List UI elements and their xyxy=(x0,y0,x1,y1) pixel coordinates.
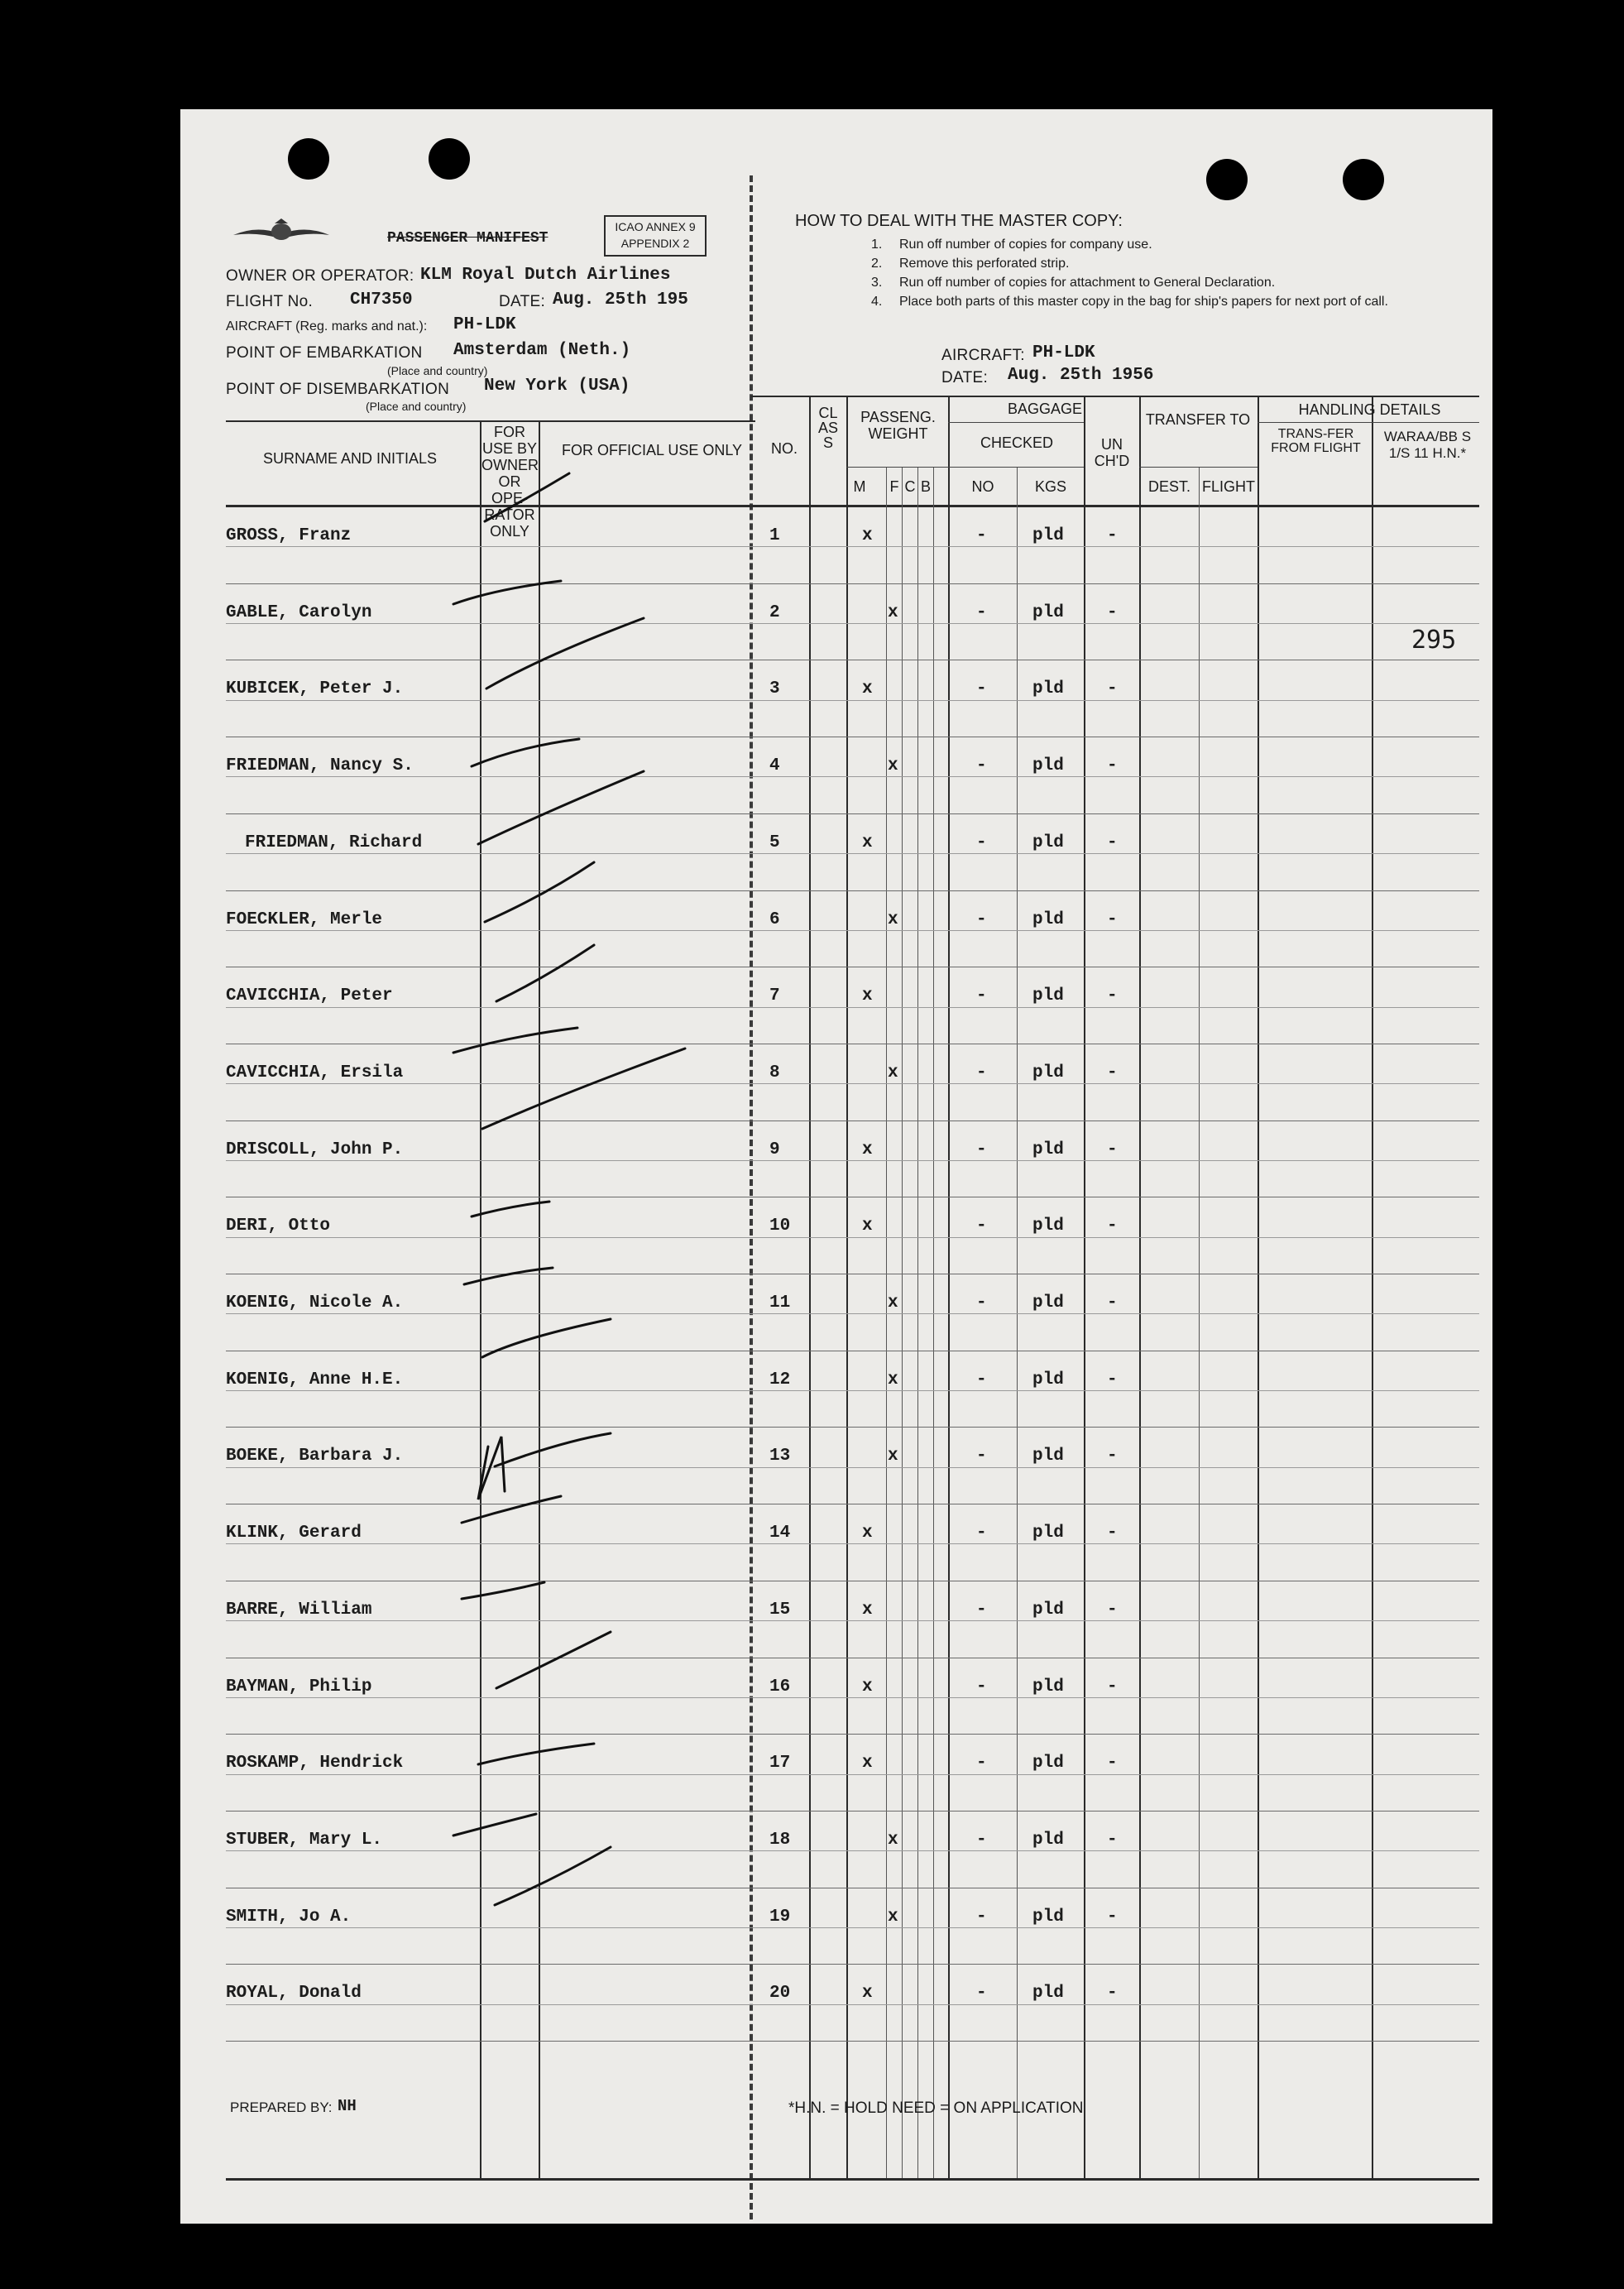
header-kgs: KGS xyxy=(1034,478,1066,495)
date-label: DATE: xyxy=(499,293,546,310)
passenger-name: SMITH, Jo A. xyxy=(226,1907,352,1927)
flight-label: FLIGHT No. xyxy=(226,293,314,310)
passenger-no: 16 xyxy=(769,1677,791,1696)
prepared-value: NH xyxy=(338,2097,357,2115)
passenger-name: CAVICCHIA, Ersila xyxy=(226,1063,404,1082)
baggage-unchd: - xyxy=(1107,833,1118,852)
passenger-name: BOEKE, Barbara J. xyxy=(226,1447,404,1466)
passenger-no: 1 xyxy=(769,526,780,545)
baggage-unchd: - xyxy=(1107,1447,1118,1466)
signature-mark xyxy=(485,473,569,521)
baggage-kgs: pld xyxy=(1032,1140,1064,1159)
passenger-name: DERI, Otto xyxy=(226,1216,331,1236)
baggage-no: - xyxy=(976,1984,987,2003)
signature-mark xyxy=(495,1847,611,1905)
weight-x-mark: x xyxy=(862,1984,873,2003)
header-official-use: FOR OFFICIAL USE ONLY xyxy=(561,442,743,458)
baggage-unchd: - xyxy=(1107,526,1118,545)
header-bag-no: NO xyxy=(971,478,994,495)
baggage-no: - xyxy=(976,1830,987,1850)
baggage-kgs: pld xyxy=(1032,526,1064,545)
baggage-no: - xyxy=(976,1447,987,1466)
weight-x-mark: x xyxy=(888,1447,898,1466)
baggage-kgs: pld xyxy=(1032,1677,1064,1696)
instruction-number: 1. xyxy=(871,238,883,252)
header-flight: FLIGHT xyxy=(1201,478,1255,495)
header-handling: HANDLING DETAILS xyxy=(1298,401,1441,418)
signature-mark xyxy=(472,1202,549,1216)
baggage-unchd: - xyxy=(1107,1907,1118,1927)
aircraft-label: AIRCRAFT (Reg. marks and nat.): xyxy=(226,319,428,334)
passenger-name: KOENIG, Anne H.E. xyxy=(226,1370,404,1389)
passenger-name: ROSKAMP, Hendrick xyxy=(226,1754,404,1773)
baggage-kgs: pld xyxy=(1032,602,1064,622)
embark-value: Amsterdam (Neth.) xyxy=(453,341,631,360)
passenger-no: 15 xyxy=(769,1600,791,1620)
aircraft-value: PH-LDK xyxy=(453,315,516,334)
signature-mark xyxy=(464,1268,553,1284)
passenger-no: 12 xyxy=(769,1370,791,1389)
baggage-kgs: pld xyxy=(1032,986,1064,1006)
baggage-no: - xyxy=(976,1524,987,1543)
weight-x-mark: x xyxy=(888,1063,898,1082)
form-title: PASSENGER MANIFEST xyxy=(387,230,549,247)
weight-x-mark: x xyxy=(888,909,898,929)
baggage-kgs: pld xyxy=(1032,1600,1064,1620)
passenger-name: ROYAL, Donald xyxy=(226,1984,362,2003)
signature-strokes xyxy=(180,109,1492,2224)
passenger-name: STUBER, Mary L. xyxy=(226,1830,383,1850)
baggage-unchd: - xyxy=(1107,756,1118,776)
baggage-kgs: pld xyxy=(1032,1907,1064,1927)
baggage-no: - xyxy=(976,986,987,1006)
baggage-no: - xyxy=(976,833,987,852)
baggage-kgs: pld xyxy=(1032,1984,1064,2003)
baggage-kgs: pld xyxy=(1032,1830,1064,1850)
passenger-name: FRIEDMAN, Richard xyxy=(245,833,423,852)
weight-x-mark: x xyxy=(888,1293,898,1312)
baggage-no: - xyxy=(976,602,987,622)
baggage-no: - xyxy=(976,1370,987,1389)
passenger-name: GABLE, Carolyn xyxy=(226,602,372,622)
passenger-no: 19 xyxy=(769,1907,791,1927)
weight-x-mark: x xyxy=(862,1754,873,1773)
place-country-label: (Place and country) xyxy=(366,400,467,413)
weight-x-mark: x xyxy=(862,1140,873,1159)
header-no: NO. xyxy=(770,440,798,457)
footnote: *H.N. = HOLD NEED = ON APPLICATION xyxy=(788,2099,1084,2117)
passenger-name: KLINK, Gerard xyxy=(226,1524,362,1543)
header-checked: CHECKED xyxy=(980,434,1053,451)
baggage-unchd: - xyxy=(1107,1600,1118,1620)
signature-mark xyxy=(462,1496,561,1523)
signature-mark xyxy=(478,1433,611,1500)
baggage-no: - xyxy=(976,1140,987,1159)
baggage-unchd: - xyxy=(1107,1293,1118,1312)
passenger-name: FOECKLER, Merle xyxy=(226,909,383,929)
baggage-kgs: pld xyxy=(1032,833,1064,852)
weight-x-mark: x xyxy=(862,833,873,852)
baggage-unchd: - xyxy=(1107,1216,1118,1236)
baggage-kgs: pld xyxy=(1032,1216,1064,1236)
passenger-no: 3 xyxy=(769,679,780,699)
baggage-no: - xyxy=(976,1293,987,1312)
passenger-name: KUBICEK, Peter J. xyxy=(226,679,404,699)
baggage-unchd: - xyxy=(1107,1063,1118,1082)
weight-x-mark: x xyxy=(888,1907,898,1927)
baggage-kgs: pld xyxy=(1032,1293,1064,1312)
header-m: M xyxy=(853,478,866,495)
signature-mark xyxy=(478,1744,594,1764)
disembark-label: POINT OF DISEMBARKATION xyxy=(226,381,450,398)
instructions-date-label: DATE: xyxy=(941,369,989,386)
header-dest: DEST. xyxy=(1147,478,1190,495)
signature-mark xyxy=(485,862,594,922)
baggage-unchd: - xyxy=(1107,1754,1118,1773)
passenger-no: 18 xyxy=(769,1830,791,1850)
baggage-unchd: - xyxy=(1107,1524,1118,1543)
weight-x-mark: x xyxy=(888,1370,898,1389)
flight-value: CH7350 xyxy=(350,290,413,310)
signature-mark xyxy=(482,1049,685,1129)
passenger-name: DRISCOLL, John P. xyxy=(226,1140,404,1159)
passenger-no: 8 xyxy=(769,1063,780,1082)
passenger-name: CAVICCHIA, Peter xyxy=(226,986,393,1006)
baggage-kgs: pld xyxy=(1032,1370,1064,1389)
instruction-number: 4. xyxy=(871,295,883,309)
instructions-aircraft-value: PH-LDK xyxy=(1032,343,1095,362)
baggage-kgs: pld xyxy=(1032,1524,1064,1543)
instruction-number: 3. xyxy=(871,276,883,290)
baggage-unchd: - xyxy=(1107,909,1118,929)
baggage-unchd: - xyxy=(1107,1984,1118,2003)
instructions-date-value: Aug. 25th 1956 xyxy=(1008,366,1154,385)
baggage-kgs: pld xyxy=(1032,1754,1064,1773)
passenger-no: 7 xyxy=(769,986,780,1006)
baggage-no: - xyxy=(976,1600,987,1620)
header-waraa: WARAA/BB S 1/S 11 H.N.* xyxy=(1383,429,1472,461)
weight-x-mark: x xyxy=(862,679,873,699)
instruction-item: Remove this perforated strip. xyxy=(899,257,1070,271)
passenger-no: 9 xyxy=(769,1140,780,1159)
baggage-kgs: pld xyxy=(1032,679,1064,699)
passenger-no: 17 xyxy=(769,1754,791,1773)
passenger-name: FRIEDMAN, Nancy S. xyxy=(226,756,414,776)
page-number: 295 xyxy=(1411,626,1457,655)
baggage-unchd: - xyxy=(1107,1830,1118,1850)
signature-mark xyxy=(496,1632,611,1688)
weight-x-mark: x xyxy=(862,1216,873,1236)
baggage-unchd: - xyxy=(1107,602,1118,622)
manifest-sheet xyxy=(180,109,1492,2224)
baggage-kgs: pld xyxy=(1032,1063,1064,1082)
weight-x-mark: x xyxy=(862,526,873,545)
header-class: CLASS xyxy=(817,405,838,451)
header-c: C xyxy=(904,478,916,495)
instructions-heading: HOW TO DEAL WITH THE MASTER COPY: xyxy=(795,212,1123,230)
instruction-item: Place both parts of this master copy in the bag for ship's papers for next port of call. xyxy=(899,295,1388,309)
header-f: F xyxy=(889,478,899,495)
owner-value: KLM Royal Dutch Airlines xyxy=(420,266,671,285)
signature-mark xyxy=(453,1028,577,1053)
passenger-no: 11 xyxy=(769,1293,791,1312)
baggage-unchd: - xyxy=(1107,1677,1118,1696)
baggage-no: - xyxy=(976,1063,987,1082)
baggage-kgs: pld xyxy=(1032,909,1064,929)
instruction-item: Run off number of copies for attachment to General Declaration. xyxy=(899,276,1276,290)
header-passeng-weight: PASSENG. WEIGHT xyxy=(860,409,936,442)
signature-mark xyxy=(453,581,561,604)
place-country-label: (Place and country) xyxy=(387,364,488,377)
header-baggage: BAGGAGE xyxy=(1007,401,1083,417)
passenger-no: 6 xyxy=(769,909,780,929)
header-b: B xyxy=(920,478,931,495)
passenger-no: 4 xyxy=(769,756,780,776)
weight-x-mark: x xyxy=(888,602,898,622)
baggage-no: - xyxy=(976,526,987,545)
baggage-kgs: pld xyxy=(1032,1447,1064,1466)
instruction-number: 2. xyxy=(871,257,883,271)
weight-x-mark: x xyxy=(888,756,898,776)
owner-label: OWNER OR OPERATOR: xyxy=(226,267,414,285)
instruction-item: Run off number of copies for company use. xyxy=(899,238,1152,252)
passenger-no: 13 xyxy=(769,1447,791,1466)
disembark-value: New York (USA) xyxy=(484,377,630,396)
baggage-no: - xyxy=(976,909,987,929)
header-unchd: UN CH'D xyxy=(1094,436,1130,469)
baggage-no: - xyxy=(976,679,987,699)
passenger-no: 5 xyxy=(769,833,780,852)
signature-mark xyxy=(453,1814,536,1836)
icao-box-label: ICAO ANNEX 9 APPENDIX 2 xyxy=(615,220,696,250)
signature-mark xyxy=(486,618,644,689)
weight-x-mark: x xyxy=(862,1600,873,1620)
baggage-unchd: - xyxy=(1107,986,1118,1006)
baggage-no: - xyxy=(976,1754,987,1773)
date-value: Aug. 25th 195 xyxy=(553,290,688,310)
weight-x-mark: x xyxy=(862,1677,873,1696)
baggage-no: - xyxy=(976,1677,987,1696)
prepared-label: PREPARED BY: xyxy=(230,2099,333,2115)
signature-mark xyxy=(496,945,594,1001)
instructions-aircraft-label: AIRCRAFT: xyxy=(941,347,1025,364)
signature-mark xyxy=(462,1582,544,1599)
header-transfer-from: TRANS-FER FROM FLIGHT xyxy=(1271,427,1361,455)
header-transfer-to: TRANSFER TO xyxy=(1145,411,1251,428)
passenger-name: GROSS, Franz xyxy=(226,526,352,545)
signature-mark xyxy=(472,739,579,766)
signature-mark xyxy=(478,771,644,844)
baggage-no: - xyxy=(976,1907,987,1927)
baggage-no: - xyxy=(976,1216,987,1236)
baggage-no: - xyxy=(976,756,987,776)
header-owner-use: FOR USE BY OWNER OR OPE-RATOR ONLY xyxy=(481,424,539,540)
baggage-unchd: - xyxy=(1107,1140,1118,1159)
passenger-name: BARRE, William xyxy=(226,1600,372,1620)
embark-label: POINT OF EMBARKATION xyxy=(226,344,423,362)
weight-x-mark: x xyxy=(862,1524,873,1543)
passenger-no: 2 xyxy=(769,602,780,622)
baggage-unchd: - xyxy=(1107,679,1118,699)
header-surname: SURNAME AND INITIALS xyxy=(262,450,438,467)
passenger-no: 20 xyxy=(769,1984,791,2003)
passenger-name: BAYMAN, Philip xyxy=(226,1677,372,1696)
signature-mark xyxy=(482,1319,611,1357)
passenger-name: KOENIG, Nicole A. xyxy=(226,1293,404,1312)
passenger-no: 10 xyxy=(769,1216,791,1236)
baggage-kgs: pld xyxy=(1032,756,1064,776)
passenger-no: 14 xyxy=(769,1524,791,1543)
baggage-unchd: - xyxy=(1107,1370,1118,1389)
weight-x-mark: x xyxy=(862,986,873,1006)
weight-x-mark: x xyxy=(888,1830,898,1850)
